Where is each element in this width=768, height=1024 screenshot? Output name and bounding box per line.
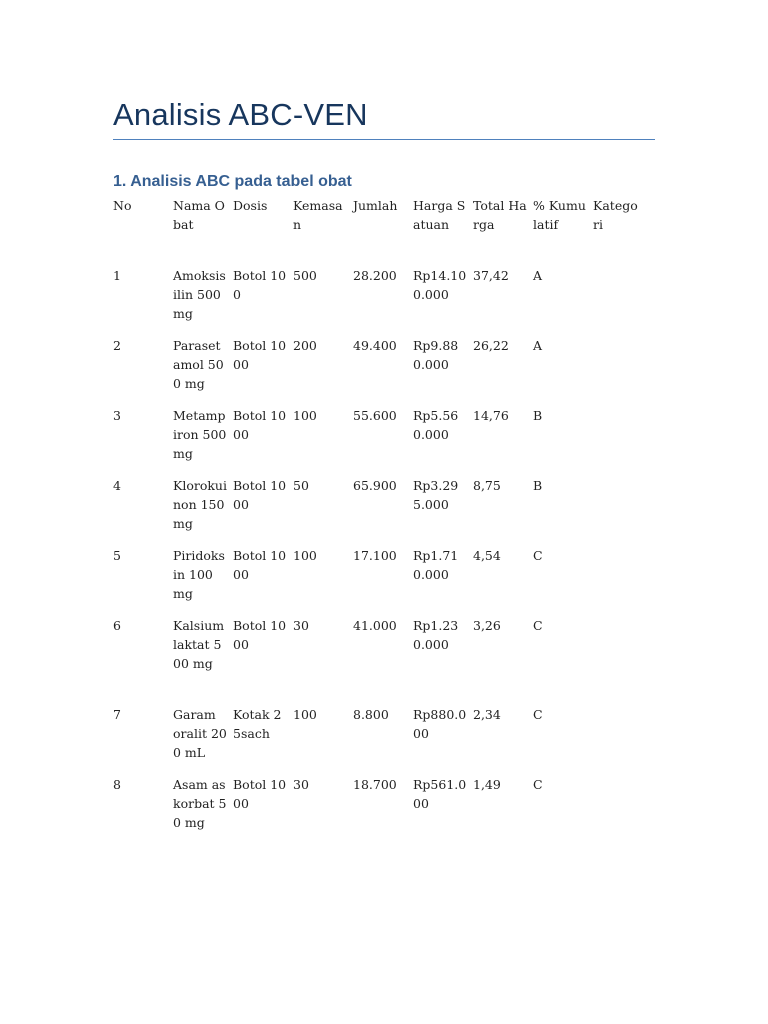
- cell-harga-satuan: Rp561.000: [413, 777, 467, 811]
- cell-kategori: [593, 266, 649, 336]
- document-title: Analisis ABC-VEN: [113, 97, 368, 132]
- cell-persen-kumulatif: A: [533, 268, 543, 283]
- header-kategori: Kategori: [593, 198, 638, 232]
- cell-total-harga: 14,76: [473, 408, 509, 423]
- table-row: [113, 616, 649, 705]
- cell-dosis: Botol 1000: [233, 618, 287, 652]
- cell-jumlah: 41.000: [353, 618, 397, 633]
- cell-harga-satuan: Rp9.880.000: [413, 338, 459, 372]
- cell-kategori: [593, 336, 649, 406]
- cell-no: 7: [113, 707, 121, 722]
- cell-dosis: Botol 1000: [233, 478, 287, 512]
- cell-kemasan: 30: [293, 777, 309, 792]
- cell-persen-kumulatif: C: [533, 548, 543, 563]
- cell-no: 5: [113, 548, 121, 563]
- cell-total-harga: 8,75: [473, 478, 501, 493]
- cell-persen-kumulatif: B: [533, 408, 543, 423]
- cell-jumlah: 49.400: [353, 338, 397, 353]
- cell-total-harga: 37,42: [473, 268, 509, 283]
- cell-no: 2: [113, 338, 121, 353]
- cell-persen-kumulatif: A: [533, 338, 543, 353]
- cell-dosis: Botol 1000: [233, 548, 287, 582]
- table-row: [113, 775, 649, 864]
- cell-no: 3: [113, 408, 121, 423]
- cell-dosis: Botol 100: [233, 268, 287, 302]
- cell-kategori: [593, 546, 649, 616]
- header-no: No: [113, 198, 132, 213]
- header-jumlah: Jumlah: [353, 198, 398, 213]
- table-row: [113, 476, 649, 546]
- cell-nama-obat: Piridoksin 100 mg: [173, 548, 225, 601]
- cell-dosis: Botol 1000: [233, 338, 287, 372]
- cell-persen-kumulatif: C: [533, 707, 543, 722]
- cell-nama-obat: Kalsium laktat 500 mg: [173, 618, 225, 671]
- cell-harga-satuan: Rp1.710.000: [413, 548, 459, 582]
- header-total-harga: Total Harga: [473, 198, 527, 232]
- cell-total-harga: 3,26: [473, 618, 501, 633]
- cell-harga-satuan: Rp3.295.000: [413, 478, 459, 512]
- cell-kemasan: 100: [293, 707, 317, 722]
- cell-total-harga: 4,54: [473, 548, 501, 563]
- cell-nama-obat: Garam oralit 200 mL: [173, 707, 227, 760]
- cell-kemasan: 500: [293, 268, 317, 283]
- header-harga-satuan: Harga Satuan: [413, 198, 466, 232]
- cell-persen-kumulatif: C: [533, 618, 543, 633]
- header-kemasan: Kemasan: [293, 198, 343, 232]
- table-row: [113, 336, 649, 406]
- cell-kemasan: 100: [293, 548, 317, 563]
- cell-kemasan: 50: [293, 478, 309, 493]
- cell-dosis: Botol 1000: [233, 777, 287, 811]
- table-row: [113, 406, 649, 476]
- cell-kemasan: 30: [293, 618, 309, 633]
- header-nama-obat: Nama Obat: [173, 198, 225, 232]
- cell-no: 6: [113, 618, 121, 633]
- cell-kemasan: 200: [293, 338, 317, 353]
- cell-harga-satuan: Rp5.560.000: [413, 408, 459, 442]
- cell-total-harga: 26,22: [473, 338, 509, 353]
- cell-jumlah: 8.800: [353, 707, 389, 722]
- cell-harga-satuan: Rp14.100.000: [413, 268, 467, 302]
- cell-kemasan: 100: [293, 408, 317, 423]
- cell-harga-satuan: Rp1.230.000: [413, 618, 459, 652]
- cell-jumlah: 18.700: [353, 777, 397, 792]
- cell-nama-obat: Metampiron 500 mg: [173, 408, 227, 461]
- cell-no: 1: [113, 268, 121, 283]
- cell-persen-kumulatif: C: [533, 777, 543, 792]
- cell-kategori: [593, 406, 649, 476]
- cell-no: 8: [113, 777, 121, 792]
- cell-kategori: [593, 616, 649, 705]
- cell-jumlah: 55.600: [353, 408, 397, 423]
- cell-dosis: Kotak 25sach: [233, 707, 282, 741]
- section-heading: 1. Analisis ABC pada tabel obat: [113, 173, 352, 190]
- table-header-row: [113, 196, 649, 266]
- abc-analysis-table: [113, 196, 649, 864]
- cell-kategori: [593, 775, 649, 864]
- cell-kategori: [593, 476, 649, 546]
- cell-jumlah: 28.200: [353, 268, 397, 283]
- cell-nama-obat: Klorokuinon 150 mg: [173, 478, 227, 531]
- cell-jumlah: 17.100: [353, 548, 397, 563]
- cell-persen-kumulatif: B: [533, 478, 543, 493]
- cell-nama-obat: Amoksisilin 500 mg: [173, 268, 226, 321]
- cell-total-harga: 1,49: [473, 777, 501, 792]
- table-row: [113, 705, 649, 775]
- cell-harga-satuan: Rp880.000: [413, 707, 467, 741]
- cell-jumlah: 65.900: [353, 478, 397, 493]
- cell-total-harga: 2,34: [473, 707, 501, 722]
- cell-nama-obat: Asam askorbat 50 mg: [173, 777, 227, 830]
- title-underline: [113, 139, 655, 140]
- cell-dosis: Botol 1000: [233, 408, 287, 442]
- cell-no: 4: [113, 478, 121, 493]
- table-row: [113, 546, 649, 616]
- header-persen-kumulatif: % Kumulatif: [533, 198, 586, 232]
- table-row: [113, 266, 649, 336]
- header-dosis: Dosis: [233, 198, 268, 213]
- cell-nama-obat: Parasetamol 500 mg: [173, 338, 224, 391]
- cell-kategori: [593, 705, 649, 775]
